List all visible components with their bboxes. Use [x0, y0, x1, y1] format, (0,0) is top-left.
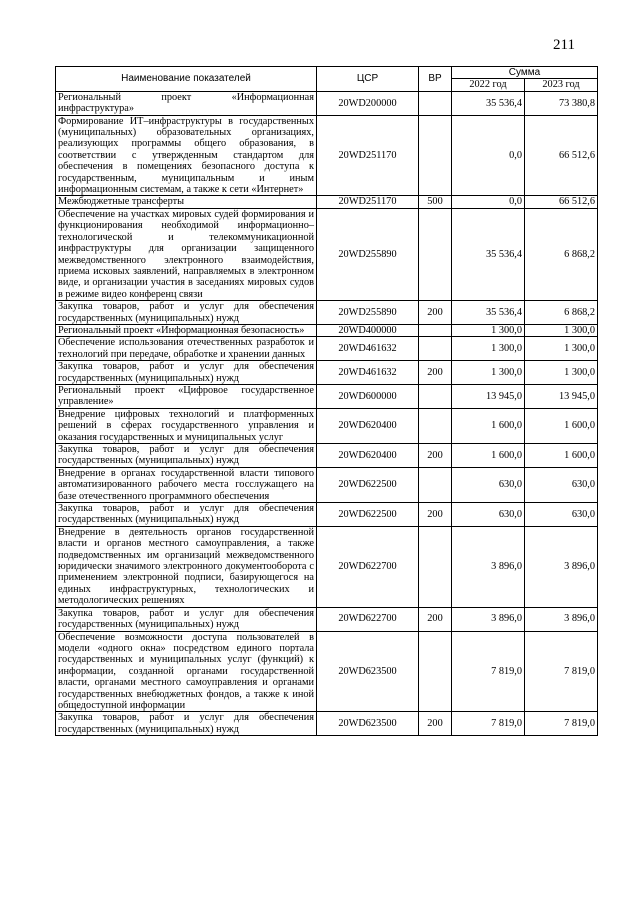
row-amount-2022: 1 300,0	[452, 324, 525, 336]
row-amount-2023: 66 512,6	[525, 115, 598, 196]
row-amount-2023: 7 819,0	[525, 712, 598, 736]
row-vr: 200	[419, 444, 452, 468]
row-amount-2022: 13 945,0	[452, 384, 525, 408]
row-amount-2022: 0,0	[452, 196, 525, 208]
table-row	[56, 467, 598, 502]
row-vr	[419, 91, 452, 115]
row-amount-2023: 1 300,0	[525, 361, 598, 385]
table-row	[56, 384, 598, 408]
row-vr: 200	[419, 301, 452, 325]
row-vr	[419, 208, 452, 300]
row-amount-2023: 3 896,0	[525, 526, 598, 607]
row-csr: 20WD622500	[317, 503, 419, 527]
header-sum: Сумма	[452, 67, 598, 79]
table-row	[56, 208, 598, 300]
row-csr: 20WD461632	[317, 337, 419, 361]
table-body	[56, 91, 598, 735]
table-row	[56, 196, 598, 208]
row-name: Закупка товаров, работ и услуг для обеспечения государственных (муниципальных) нужд	[56, 503, 317, 527]
row-csr: 20WD255890	[317, 208, 419, 300]
row-amount-2023: 7 819,0	[525, 631, 598, 712]
table-row	[56, 337, 598, 361]
row-amount-2022: 7 819,0	[452, 631, 525, 712]
row-name: Внедрение в органах государственной власти типового автоматизированного рабочего места госслужащего на базе отечественного программного обеспечения	[56, 467, 317, 502]
row-amount-2023: 1 300,0	[525, 337, 598, 361]
row-csr: 20WD400000	[317, 324, 419, 336]
row-amount-2023: 630,0	[525, 467, 598, 502]
row-amount-2023: 66 512,6	[525, 196, 598, 208]
row-csr: 20WD600000	[317, 384, 419, 408]
row-vr: 500	[419, 196, 452, 208]
row-name: Региональный проект «Цифровое государственное управление»	[56, 384, 317, 408]
table-row	[56, 361, 598, 385]
row-csr: 20WD461632	[317, 361, 419, 385]
table-row	[56, 631, 598, 712]
row-amount-2022: 35 536,4	[452, 301, 525, 325]
row-name: Внедрение в деятельность органов государственной власти и органов местного самоуправления, а также подведомственных им организаций межведомственного юридически значимого электронного документооборота с применением электронной подписи, базирующегося на единых инфраструктурных, технологических и методологических решениях	[56, 526, 317, 607]
budget-table	[55, 66, 598, 736]
table-row	[56, 444, 598, 468]
header-csr: ЦСР	[317, 67, 419, 92]
page-number: 211	[553, 37, 575, 53]
table-row	[56, 503, 598, 527]
row-vr: 200	[419, 607, 452, 631]
row-csr: 20WD622500	[317, 467, 419, 502]
row-name: Закупка товаров, работ и услуг для обеспечения государственных (муниципальных) нужд	[56, 301, 317, 325]
row-amount-2023: 6 868,2	[525, 301, 598, 325]
row-csr: 20WD622700	[317, 607, 419, 631]
row-vr: 200	[419, 503, 452, 527]
row-csr: 20WD620400	[317, 444, 419, 468]
row-name: Закупка товаров, работ и услуг для обеспечения государственных (муниципальных) нужд	[56, 361, 317, 385]
table-row	[56, 324, 598, 336]
row-amount-2023: 13 945,0	[525, 384, 598, 408]
table-row	[56, 526, 598, 607]
row-amount-2022: 1 300,0	[452, 361, 525, 385]
row-vr	[419, 526, 452, 607]
row-vr	[419, 384, 452, 408]
row-amount-2023: 73 380,8	[525, 91, 598, 115]
header-name: Наименование показателей	[56, 67, 317, 92]
row-vr	[419, 408, 452, 443]
row-amount-2022: 1 600,0	[452, 444, 525, 468]
row-name: Формирование ИТ–инфраструктуры в государственных (муниципальных) образовательных организациях, реализующих программы общего образования, в соответствии с утвержденным стандартом для обеспечения в помещениях безопасного доступа к государственным, муниципальным и иным информационным системам, а также к сети «Интернет»	[56, 115, 317, 196]
row-name: Региональный проект «Информационная безопасность»	[56, 324, 317, 336]
header-vr: ВР	[419, 67, 452, 92]
row-vr	[419, 467, 452, 502]
row-amount-2023: 1 300,0	[525, 324, 598, 336]
row-vr: 200	[419, 712, 452, 736]
header-year-2022: 2022 год	[452, 79, 525, 91]
row-csr: 20WD620400	[317, 408, 419, 443]
row-name: Закупка товаров, работ и услуг для обеспечения государственных (муниципальных) нужд	[56, 444, 317, 468]
row-amount-2022: 1 600,0	[452, 408, 525, 443]
row-name: Закупка товаров, работ и услуг для обеспечения государственных (муниципальных) нужд	[56, 607, 317, 631]
row-amount-2022: 0,0	[452, 115, 525, 196]
row-vr	[419, 324, 452, 336]
table-row	[56, 115, 598, 196]
row-name: Межбюджетные трансферты	[56, 196, 317, 208]
table-row	[56, 91, 598, 115]
row-amount-2023: 1 600,0	[525, 408, 598, 443]
row-csr: 20WD255890	[317, 301, 419, 325]
row-amount-2023: 6 868,2	[525, 208, 598, 300]
header-year-2023: 2023 год	[525, 79, 598, 91]
row-csr: 20WD251170	[317, 196, 419, 208]
row-vr	[419, 337, 452, 361]
table-row	[56, 712, 598, 736]
row-amount-2022: 3 896,0	[452, 607, 525, 631]
row-amount-2023: 1 600,0	[525, 444, 598, 468]
table-header	[56, 67, 598, 92]
row-amount-2023: 3 896,0	[525, 607, 598, 631]
row-name: Закупка товаров, работ и услуг для обеспечения государственных (муниципальных) нужд	[56, 712, 317, 736]
row-vr	[419, 631, 452, 712]
row-amount-2022: 35 536,4	[452, 208, 525, 300]
row-csr: 20WD622700	[317, 526, 419, 607]
row-amount-2022: 630,0	[452, 503, 525, 527]
row-csr: 20WD623500	[317, 631, 419, 712]
row-csr: 20WD623500	[317, 712, 419, 736]
row-amount-2022: 3 896,0	[452, 526, 525, 607]
row-vr: 200	[419, 361, 452, 385]
row-csr: 20WD251170	[317, 115, 419, 196]
row-name: Внедрение цифровых технологий и платформенных решений в сферах государственного управления и оказания государственных и муниципальных услуг	[56, 408, 317, 443]
row-amount-2023: 630,0	[525, 503, 598, 527]
row-amount-2022: 35 536,4	[452, 91, 525, 115]
row-name: Обеспечение на участках мировых судей формирования и функционирования необходимой информационно–технологической и телекоммуникационной инфраструктуры для организации защищенного межведомственного электронного взаимодействия, приема исковых заявлений, направляемых в электронном виде, и организации участия в заседаниях мировых судов в режиме видео конференц связи	[56, 208, 317, 300]
row-amount-2022: 7 819,0	[452, 712, 525, 736]
table-row	[56, 607, 598, 631]
row-amount-2022: 630,0	[452, 467, 525, 502]
row-vr	[419, 115, 452, 196]
table-row	[56, 408, 598, 443]
row-name: Обеспечение использования отечественных разработок и технологий при передаче, обработке и хранении данных	[56, 337, 317, 361]
row-name: Обеспечение возможности доступа пользователей в модели «одного окна» посредством единого портала государственных и муниципальных услуг (функций) к информации, созданной органами государственной власти, органами местного самоуправления и органами государственных внебюджетных фондов, а также к иной общедоступной информации	[56, 631, 317, 712]
row-name: Региональный проект «Информационная инфраструктура»	[56, 91, 317, 115]
table-row	[56, 301, 598, 325]
row-csr: 20WD200000	[317, 91, 419, 115]
row-amount-2022: 1 300,0	[452, 337, 525, 361]
